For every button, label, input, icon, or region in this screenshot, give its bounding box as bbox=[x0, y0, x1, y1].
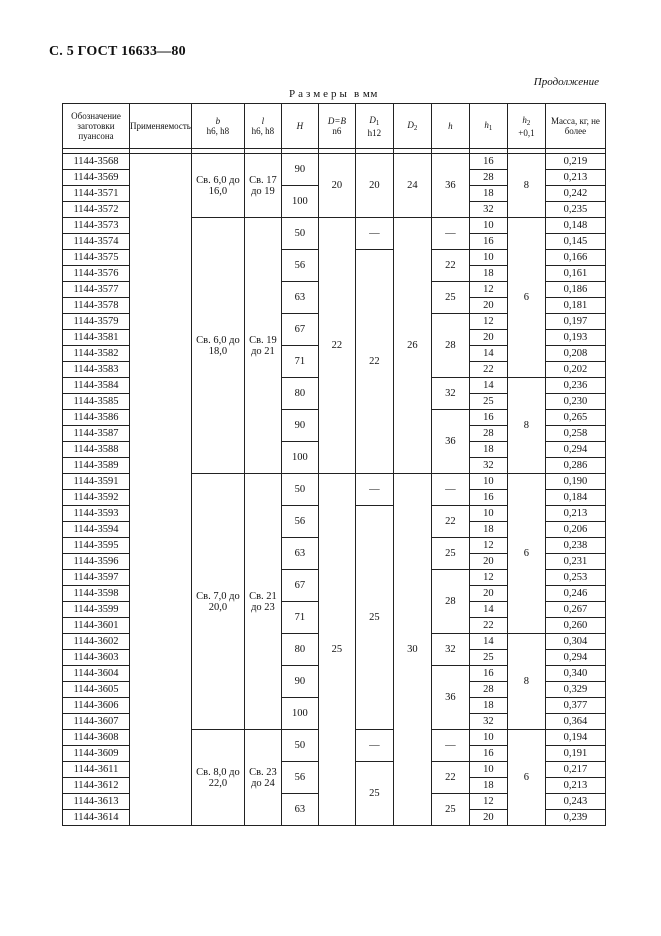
cell-mass: 0,193 bbox=[545, 330, 605, 346]
cell-mass: 0,238 bbox=[545, 538, 605, 554]
cell-b: Св. 6,0 до 18,0 bbox=[191, 218, 244, 474]
cell-H: 90 bbox=[281, 666, 318, 698]
cell-applicability bbox=[130, 154, 192, 826]
cell-h1: 18 bbox=[469, 698, 507, 714]
cell-h1: 16 bbox=[469, 410, 507, 426]
cell-b: Св. 6,0 до 16,0 bbox=[191, 154, 244, 218]
cell-h1: 10 bbox=[469, 506, 507, 522]
col-h2-sym: h bbox=[522, 114, 527, 125]
col-D2-sub: 2 bbox=[413, 123, 418, 132]
cell-designation: 1144-3568 bbox=[63, 154, 130, 170]
cell-designation: 1144-3608 bbox=[63, 730, 130, 746]
cell-H: 50 bbox=[281, 730, 318, 762]
col-D1-tol: h12 bbox=[367, 127, 382, 138]
cell-H: 67 bbox=[281, 314, 318, 346]
cell-designation: 1144-3593 bbox=[63, 506, 130, 522]
cell-h: 32 bbox=[431, 378, 469, 410]
cell-designation: 1144-3578 bbox=[63, 298, 130, 314]
cell-h1: 14 bbox=[469, 346, 507, 362]
cell-b: Св. 8,0 до 22,0 bbox=[191, 730, 244, 826]
cell-mass: 0,236 bbox=[545, 378, 605, 394]
col-l bbox=[244, 104, 281, 149]
cell-h: 25 bbox=[431, 538, 469, 570]
col-applicability: Применяемость bbox=[130, 104, 192, 149]
cell-designation: 1144-3579 bbox=[63, 314, 130, 330]
cell-designation: 1144-3584 bbox=[63, 378, 130, 394]
cell-designation: 1144-3574 bbox=[63, 234, 130, 250]
cell-designation: 1144-3605 bbox=[63, 682, 130, 698]
cell-h1: 10 bbox=[469, 762, 507, 778]
cell-h1: 16 bbox=[469, 154, 507, 170]
cell-h: 32 bbox=[431, 634, 469, 666]
cell-designation: 1144-3583 bbox=[63, 362, 130, 378]
cell-designation: 1144-3609 bbox=[63, 746, 130, 762]
cell-h1: 22 bbox=[469, 362, 507, 378]
cell-h2: 6 bbox=[507, 730, 545, 826]
cell-h1: 12 bbox=[469, 282, 507, 298]
cell-designation: 1144-3613 bbox=[63, 794, 130, 810]
cell-mass: 0,148 bbox=[545, 218, 605, 234]
cell-h2: 8 bbox=[507, 378, 545, 474]
cell-mass: 0,340 bbox=[545, 666, 605, 682]
cell-mass: 0,253 bbox=[545, 570, 605, 586]
cell-designation: 1144-3576 bbox=[63, 266, 130, 282]
cell-designation: 1144-3586 bbox=[63, 410, 130, 426]
cell-h: 22 bbox=[431, 250, 469, 282]
cell-h1: 32 bbox=[469, 714, 507, 730]
continuation-label: Продолжение bbox=[533, 76, 599, 88]
col-h1 bbox=[469, 104, 507, 149]
cell-mass: 0,377 bbox=[545, 698, 605, 714]
col-h2-sub: 2 bbox=[526, 118, 531, 127]
cell-h2: 6 bbox=[507, 474, 545, 634]
col-DB-tol: n6 bbox=[332, 126, 342, 136]
cell-h1: 14 bbox=[469, 378, 507, 394]
cell-mass: 0,294 bbox=[545, 650, 605, 666]
cell-h1: 20 bbox=[469, 586, 507, 602]
cell-designation: 1144-3591 bbox=[63, 474, 130, 490]
cell-designation: 1144-3571 bbox=[63, 186, 130, 202]
cell-h1: 20 bbox=[469, 330, 507, 346]
cell-H: 63 bbox=[281, 538, 318, 570]
cell-h: 22 bbox=[431, 762, 469, 794]
cell-b: Св. 7,0 до 20,0 bbox=[191, 474, 244, 730]
cell-designation: 1144-3577 bbox=[63, 282, 130, 298]
cell-H: 80 bbox=[281, 634, 318, 666]
page-header: С. 5 ГОСТ 16633—80 bbox=[49, 44, 186, 59]
cell-h1: 32 bbox=[469, 458, 507, 474]
cell-l: Св. 17 до 19 bbox=[244, 154, 281, 218]
cell-h1: 14 bbox=[469, 602, 507, 618]
cell-mass: 0,294 bbox=[545, 442, 605, 458]
cell-D1: 22 bbox=[355, 250, 393, 474]
cell-H: 100 bbox=[281, 698, 318, 730]
sizes-label bbox=[289, 88, 378, 100]
cell-H: 56 bbox=[281, 506, 318, 538]
col-designation: Обозначение заготовки пуансона bbox=[63, 104, 130, 149]
cell-designation: 1144-3575 bbox=[63, 250, 130, 266]
cell-designation: 1144-3612 bbox=[63, 778, 130, 794]
cell-H: 71 bbox=[281, 602, 318, 634]
cell-designation: 1144-3587 bbox=[63, 426, 130, 442]
cell-D1: — bbox=[355, 218, 393, 250]
cell-h: — bbox=[431, 474, 469, 506]
col-l-sym: l bbox=[261, 116, 265, 126]
cell-h1: 28 bbox=[469, 426, 507, 442]
cell-mass: 0,231 bbox=[545, 554, 605, 570]
cell-h: 36 bbox=[431, 154, 469, 218]
cell-h: 36 bbox=[431, 410, 469, 474]
cell-designation: 1144-3604 bbox=[63, 666, 130, 682]
cell-mass: 0,186 bbox=[545, 282, 605, 298]
cell-h1: 20 bbox=[469, 554, 507, 570]
cell-h: 22 bbox=[431, 506, 469, 538]
dimensions-table bbox=[62, 103, 606, 826]
cell-H: 63 bbox=[281, 282, 318, 314]
cell-H: 56 bbox=[281, 762, 318, 794]
cell-designation: 1144-3601 bbox=[63, 618, 130, 634]
cell-mass: 0,242 bbox=[545, 186, 605, 202]
cell-H: 50 bbox=[281, 218, 318, 250]
cell-H: 67 bbox=[281, 570, 318, 602]
col-D1-sub: 1 bbox=[375, 118, 380, 127]
cell-h1: 18 bbox=[469, 522, 507, 538]
col-D2-sym: D bbox=[407, 119, 414, 130]
cell-mass: 0,235 bbox=[545, 202, 605, 218]
cell-designation: 1144-3614 bbox=[63, 810, 130, 826]
col-mass: Масса, кг, не более bbox=[545, 104, 605, 149]
cell-h2: 8 bbox=[507, 154, 545, 218]
cell-designation: 1144-3598 bbox=[63, 586, 130, 602]
col-DB bbox=[318, 104, 355, 149]
table-header-row bbox=[63, 104, 606, 149]
cell-designation: 1144-3588 bbox=[63, 442, 130, 458]
cell-designation: 1144-3573 bbox=[63, 218, 130, 234]
cell-h1: 18 bbox=[469, 442, 507, 458]
cell-D2: 26 bbox=[393, 218, 431, 474]
cell-h1: 18 bbox=[469, 778, 507, 794]
cell-mass: 0,161 bbox=[545, 266, 605, 282]
cell-h1: 10 bbox=[469, 474, 507, 490]
cell-h1: 28 bbox=[469, 170, 507, 186]
cell-h1: 20 bbox=[469, 298, 507, 314]
cell-H: 100 bbox=[281, 442, 318, 474]
col-h bbox=[431, 104, 469, 149]
cell-h2: 8 bbox=[507, 634, 545, 730]
col-H-sym: H bbox=[296, 121, 304, 131]
cell-h1: 18 bbox=[469, 186, 507, 202]
cell-mass: 0,213 bbox=[545, 778, 605, 794]
cell-mass: 0,184 bbox=[545, 490, 605, 506]
cell-designation: 1144-3589 bbox=[63, 458, 130, 474]
cell-H: 90 bbox=[281, 410, 318, 442]
cell-H: 90 bbox=[281, 154, 318, 186]
cell-designation: 1144-3585 bbox=[63, 394, 130, 410]
cell-mass: 0,286 bbox=[545, 458, 605, 474]
cell-mass: 0,191 bbox=[545, 746, 605, 762]
cell-mass: 0,260 bbox=[545, 618, 605, 634]
cell-D1: 20 bbox=[355, 154, 393, 218]
cell-designation: 1144-3602 bbox=[63, 634, 130, 650]
cell-mass: 0,208 bbox=[545, 346, 605, 362]
cell-DB: 22 bbox=[318, 218, 355, 474]
cell-H: 56 bbox=[281, 250, 318, 282]
cell-mass: 0,181 bbox=[545, 298, 605, 314]
cell-h: 25 bbox=[431, 794, 469, 826]
col-h2 bbox=[507, 104, 545, 149]
cell-mass: 0,190 bbox=[545, 474, 605, 490]
cell-h1: 16 bbox=[469, 666, 507, 682]
cell-h1: 16 bbox=[469, 490, 507, 506]
cell-mass: 0,213 bbox=[545, 506, 605, 522]
cell-D2: 24 bbox=[393, 154, 431, 218]
cell-mass: 0,197 bbox=[545, 314, 605, 330]
cell-designation: 1144-3603 bbox=[63, 650, 130, 666]
cell-mass: 0,217 bbox=[545, 762, 605, 778]
cell-mass: 0,246 bbox=[545, 586, 605, 602]
cell-designation: 1144-3606 bbox=[63, 698, 130, 714]
cell-H: 63 bbox=[281, 794, 318, 826]
cell-l: Св. 21 до 23 bbox=[244, 474, 281, 730]
col-D2 bbox=[393, 104, 431, 149]
col-h1-sym: h bbox=[484, 119, 489, 130]
cell-mass: 0,194 bbox=[545, 730, 605, 746]
col-b-sym: b bbox=[215, 116, 221, 126]
cell-h1: 25 bbox=[469, 650, 507, 666]
cell-mass: 0,213 bbox=[545, 170, 605, 186]
table-row bbox=[63, 154, 606, 170]
col-D1-sym: D bbox=[369, 114, 376, 125]
cell-h: 25 bbox=[431, 282, 469, 314]
col-b bbox=[191, 104, 244, 149]
cell-h1: 25 bbox=[469, 394, 507, 410]
cell-designation: 1144-3597 bbox=[63, 570, 130, 586]
cell-designation: 1144-3569 bbox=[63, 170, 130, 186]
col-h-sym: h bbox=[448, 121, 453, 131]
cell-D1: — bbox=[355, 730, 393, 762]
col-DB-sym: D=B bbox=[327, 116, 346, 126]
col-h1-sub: 1 bbox=[488, 123, 493, 132]
cell-designation: 1144-3572 bbox=[63, 202, 130, 218]
cell-D1: 25 bbox=[355, 506, 393, 730]
cell-designation: 1144-3599 bbox=[63, 602, 130, 618]
cell-mass: 0,202 bbox=[545, 362, 605, 378]
cell-DB: 20 bbox=[318, 154, 355, 218]
col-l-tol: h6, h8 bbox=[251, 126, 275, 136]
cell-h1: 14 bbox=[469, 634, 507, 650]
cell-h1: 12 bbox=[469, 314, 507, 330]
cell-mass: 0,364 bbox=[545, 714, 605, 730]
cell-mass: 0,206 bbox=[545, 522, 605, 538]
cell-D2: 30 bbox=[393, 474, 431, 826]
cell-h1: 16 bbox=[469, 234, 507, 250]
cell-h: — bbox=[431, 218, 469, 250]
cell-mass: 0,145 bbox=[545, 234, 605, 250]
sizes-label-text: Размеры bbox=[289, 88, 350, 100]
cell-H: 50 bbox=[281, 474, 318, 506]
cell-mass: 0,265 bbox=[545, 410, 605, 426]
cell-mass: 0,166 bbox=[545, 250, 605, 266]
cell-mass: 0,239 bbox=[545, 810, 605, 826]
cell-h1: 28 bbox=[469, 682, 507, 698]
cell-designation: 1144-3611 bbox=[63, 762, 130, 778]
cell-mass: 0,258 bbox=[545, 426, 605, 442]
cell-designation: 1144-3592 bbox=[63, 490, 130, 506]
col-h2-tol: +0,1 bbox=[518, 127, 535, 138]
cell-h: 28 bbox=[431, 570, 469, 634]
cell-h2: 6 bbox=[507, 218, 545, 378]
cell-designation: 1144-3596 bbox=[63, 554, 130, 570]
col-H bbox=[281, 104, 318, 149]
cell-h1: 16 bbox=[469, 746, 507, 762]
cell-h: — bbox=[431, 730, 469, 762]
cell-DB: 25 bbox=[318, 474, 355, 826]
cell-H: 71 bbox=[281, 346, 318, 378]
cell-mass: 0,304 bbox=[545, 634, 605, 650]
cell-h1: 10 bbox=[469, 218, 507, 234]
cell-h1: 12 bbox=[469, 538, 507, 554]
cell-l: Св. 19 до 21 bbox=[244, 218, 281, 474]
cell-h: 28 bbox=[431, 314, 469, 378]
cell-mass: 0,267 bbox=[545, 602, 605, 618]
cell-h1: 10 bbox=[469, 250, 507, 266]
cell-mass: 0,329 bbox=[545, 682, 605, 698]
cell-mass: 0,243 bbox=[545, 794, 605, 810]
cell-mass: 0,219 bbox=[545, 154, 605, 170]
cell-h1: 22 bbox=[469, 618, 507, 634]
col-b-tol: h6, h8 bbox=[206, 126, 230, 136]
cell-l: Св. 23 до 24 bbox=[244, 730, 281, 826]
cell-h1: 12 bbox=[469, 794, 507, 810]
cell-D1: 25 bbox=[355, 762, 393, 826]
cell-mass: 0,230 bbox=[545, 394, 605, 410]
cell-h1: 12 bbox=[469, 570, 507, 586]
cell-h1: 18 bbox=[469, 266, 507, 282]
cell-h1: 20 bbox=[469, 810, 507, 826]
cell-designation: 1144-3594 bbox=[63, 522, 130, 538]
cell-h1: 10 bbox=[469, 730, 507, 746]
cell-h1: 32 bbox=[469, 202, 507, 218]
cell-D1: — bbox=[355, 474, 393, 506]
cell-designation: 1144-3582 bbox=[63, 346, 130, 362]
col-D1 bbox=[355, 104, 393, 149]
cell-H: 100 bbox=[281, 186, 318, 218]
cell-designation: 1144-3581 bbox=[63, 330, 130, 346]
cell-h: 36 bbox=[431, 666, 469, 730]
sizes-unit: в мм bbox=[353, 88, 378, 100]
cell-designation: 1144-3595 bbox=[63, 538, 130, 554]
cell-designation: 1144-3607 bbox=[63, 714, 130, 730]
cell-H: 80 bbox=[281, 378, 318, 410]
